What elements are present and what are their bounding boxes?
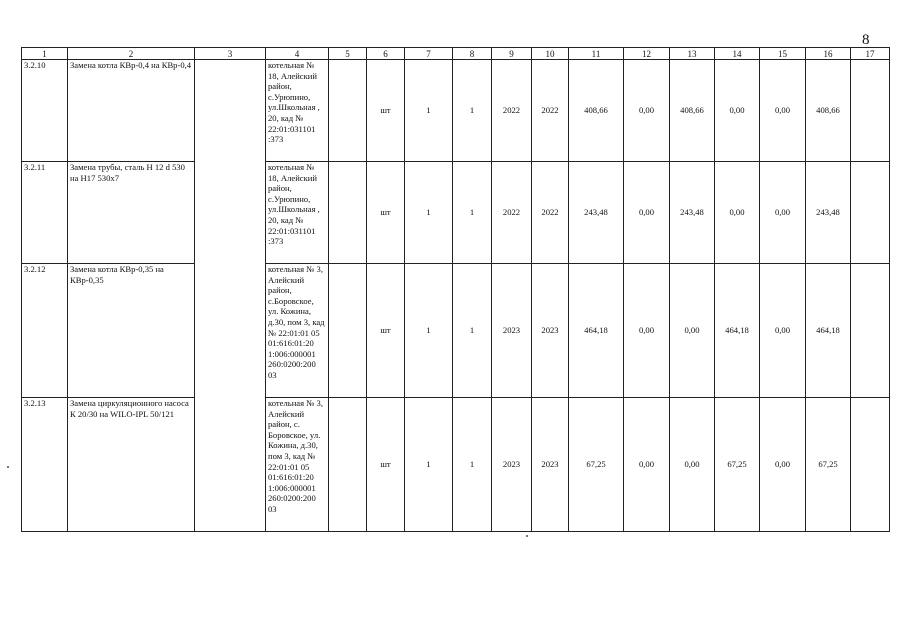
row-code: 3.2.12 [22, 264, 68, 398]
row-col12: 0,00 [624, 264, 670, 398]
row-col14: 0,00 [715, 60, 760, 162]
col-header-11: 11 [569, 48, 624, 60]
col-header-12: 12 [624, 48, 670, 60]
col-header-6: 6 [367, 48, 405, 60]
table-row [22, 162, 890, 264]
page-number: 8 [862, 32, 870, 48]
col-header-10: 10 [532, 48, 569, 60]
row-code: 3.2.13 [22, 398, 68, 532]
col-header-9: 9 [492, 48, 532, 60]
col-header-3: 3 [195, 48, 266, 60]
row-address: котельная № 18, Алейский район, с.Урюпино, ул.Школьная , 20, кад № 22:01:031101 :373 [266, 60, 329, 162]
row-unit: шт [367, 60, 405, 162]
col-header-15: 15 [760, 48, 806, 60]
col-header-5: 5 [329, 48, 367, 60]
row-measure-name: Замена котла КВр-0,35 на КВр-0,35 [68, 264, 195, 398]
row-col9: 2022 [492, 60, 532, 162]
row-col9: 2022 [492, 162, 532, 264]
scan-speck [7, 466, 9, 468]
row-col10: 2023 [532, 398, 569, 532]
col-header-17: 17 [851, 48, 890, 60]
row-col13: 0,00 [670, 398, 715, 532]
row-col8: 1 [453, 162, 492, 264]
row-col11: 243,48 [569, 162, 624, 264]
row-unit: шт [367, 264, 405, 398]
row-col16: 243,48 [806, 162, 851, 264]
col-header-16: 16 [806, 48, 851, 60]
row-col12: 0,00 [624, 398, 670, 532]
row-col13: 243,48 [670, 162, 715, 264]
column-number-row [22, 48, 890, 60]
row-col16: 67,25 [806, 398, 851, 532]
row-col13: 408,66 [670, 60, 715, 162]
row-col15: 0,00 [760, 162, 806, 264]
row-col11: 67,25 [569, 398, 624, 532]
scan-speck [526, 535, 528, 537]
row-col11: 464,18 [569, 264, 624, 398]
row-col5 [329, 398, 367, 532]
row-col12: 0,00 [624, 60, 670, 162]
row-col16: 408,66 [806, 60, 851, 162]
row-address: котельная № 3, Алейский район, с.Боровское, ул. Кожина, д.30, пом 3, кад № 22:01:01 05 01:616:01:20 1:006:000001 260:0200:200 03 [266, 264, 329, 398]
row-col7: 1 [405, 398, 453, 532]
col-header-2: 2 [68, 48, 195, 60]
row-col16: 464,18 [806, 264, 851, 398]
table-row [22, 398, 890, 532]
col-header-14: 14 [715, 48, 760, 60]
row-col17 [851, 398, 890, 532]
row-col8: 1 [453, 398, 492, 532]
measures-table [21, 47, 890, 532]
row-col8: 1 [453, 60, 492, 162]
row-col7: 1 [405, 162, 453, 264]
row-col10: 2022 [532, 60, 569, 162]
row-col10: 2023 [532, 264, 569, 398]
row-unit: шт [367, 162, 405, 264]
row-col13: 0,00 [670, 264, 715, 398]
row-col10: 2022 [532, 162, 569, 264]
row-col14: 464,18 [715, 264, 760, 398]
table-row [22, 264, 890, 398]
merged-column-3 [195, 60, 266, 532]
row-col7: 1 [405, 264, 453, 398]
row-col15: 0,00 [760, 264, 806, 398]
row-unit: шт [367, 398, 405, 532]
row-measure-name: Замена котла КВр-0,4 на КВр-0,4 [68, 60, 195, 162]
row-col12: 0,00 [624, 162, 670, 264]
row-address: котельная № 18, Алейский район, с.Урюпино, ул.Школьная , 20, кад № 22:01:031101 :373 [266, 162, 329, 264]
col-header-1: 1 [22, 48, 68, 60]
row-col17 [851, 60, 890, 162]
row-measure-name: Замена трубы, сталь H 12 d 530 на H17 530х7 [68, 162, 195, 264]
row-col15: 0,00 [760, 60, 806, 162]
col-header-7: 7 [405, 48, 453, 60]
row-col9: 2023 [492, 264, 532, 398]
row-col9: 2023 [492, 398, 532, 532]
row-col17 [851, 264, 890, 398]
row-measure-name: Замена циркуляционного насоса К 20/30 на WILO-IPL 50/121 [68, 398, 195, 532]
col-header-4: 4 [266, 48, 329, 60]
row-code: 3.2.11 [22, 162, 68, 264]
row-col7: 1 [405, 60, 453, 162]
col-header-13: 13 [670, 48, 715, 60]
col-header-8: 8 [453, 48, 492, 60]
row-code: 3.2.10 [22, 60, 68, 162]
row-col8: 1 [453, 264, 492, 398]
row-col15: 0,00 [760, 398, 806, 532]
row-col5 [329, 162, 367, 264]
row-col17 [851, 162, 890, 264]
row-col5 [329, 60, 367, 162]
row-address: котельная № 3, Алейский район, с. Боровское, ул. Кожина, д.30, пом 3, кад № 22:01:01 05 01:616:01:20 1:006:000001 260:0200:200 03 [266, 398, 329, 532]
row-col14: 0,00 [715, 162, 760, 264]
table-row [22, 60, 890, 162]
row-col14: 67,25 [715, 398, 760, 532]
row-col11: 408,66 [569, 60, 624, 162]
row-col5 [329, 264, 367, 398]
